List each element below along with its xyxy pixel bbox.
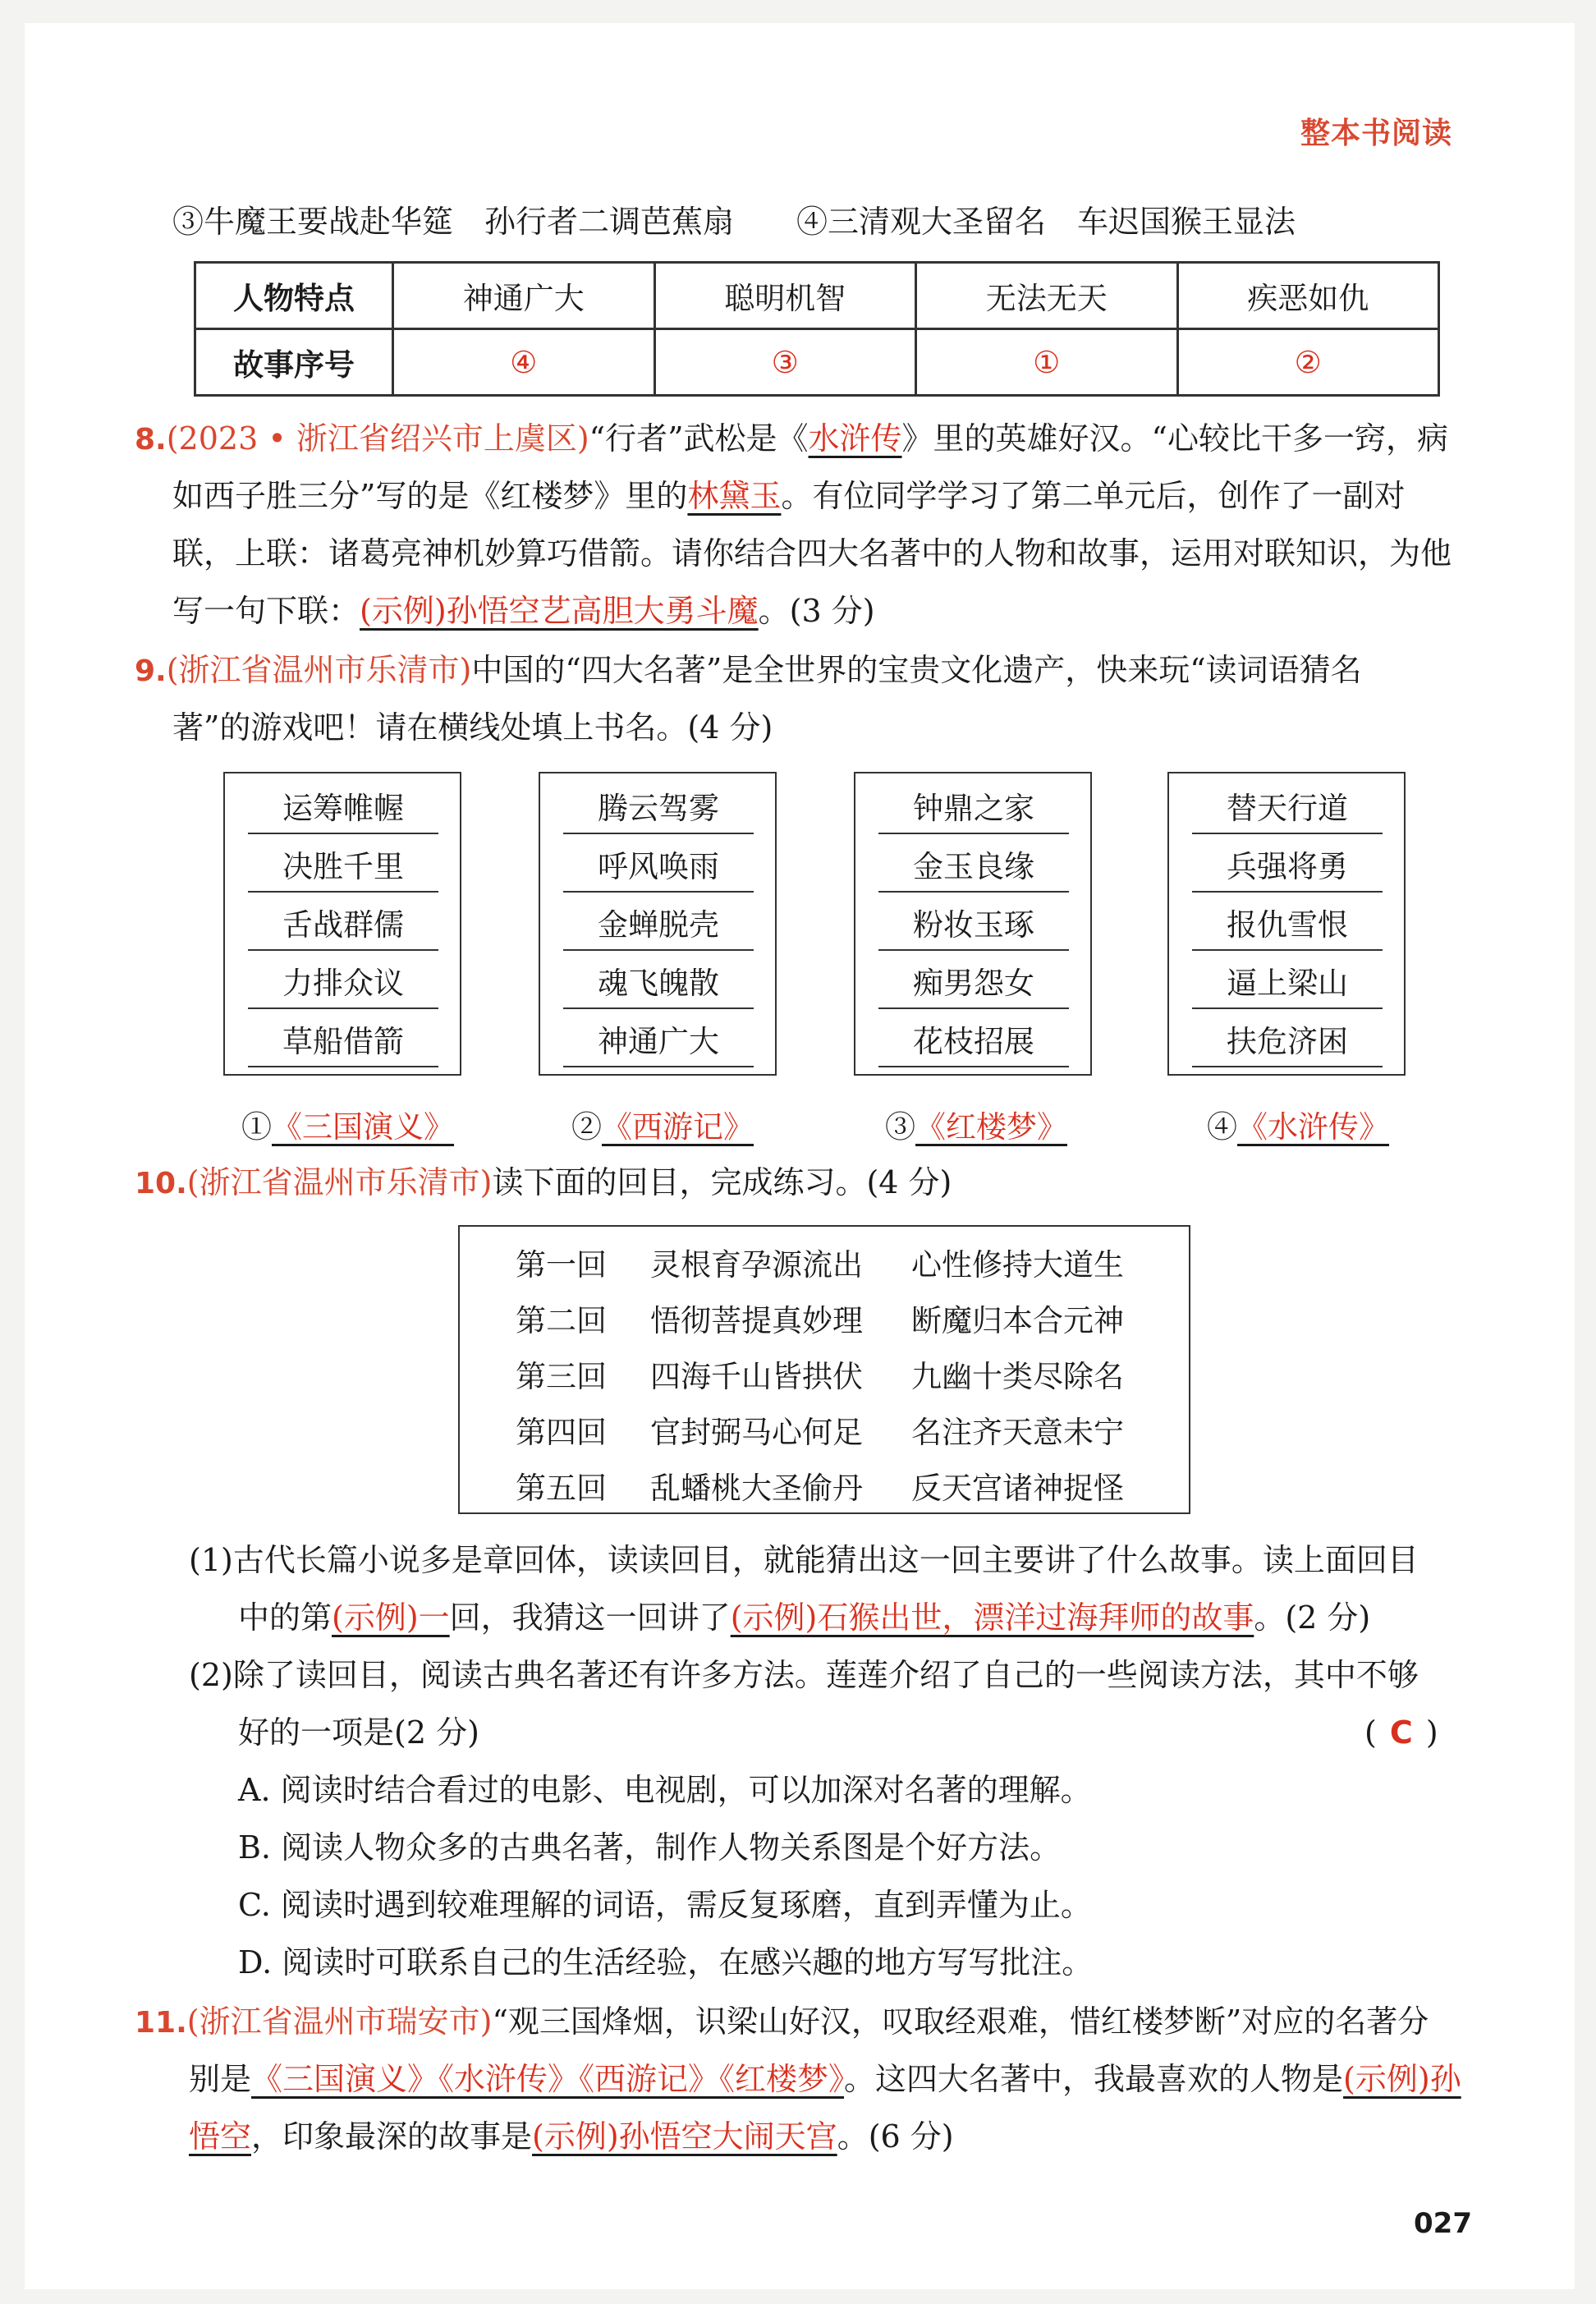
chapter-num: 第四回 bbox=[516, 1415, 607, 1450]
word-item: 呼风唤雨 bbox=[563, 843, 754, 893]
q8-line-4 bbox=[172, 591, 875, 631]
text: “行者”武松是《 bbox=[589, 420, 809, 457]
book-answer-2 bbox=[571, 1102, 754, 1146]
chapter-line-a: 灵根育孕源流出 bbox=[650, 1247, 863, 1283]
table-cell: 无法无天 bbox=[916, 263, 1178, 329]
word-item: 草船借箭 bbox=[248, 1018, 438, 1067]
text: 如西子胜三分”写的是《红楼梦》里的 bbox=[172, 478, 688, 514]
question-number: 10. bbox=[135, 1167, 187, 1200]
q10-part2-line-1: (2)除了读回目，阅读古典名著还有许多方法。莲莲介绍了自己的一些阅读方法，其中不够 bbox=[189, 1657, 1419, 1693]
word-item: 运筹帷幄 bbox=[248, 785, 438, 834]
book-answer-3 bbox=[885, 1102, 1067, 1146]
chapter-line-a: 官封弼马心何足 bbox=[650, 1415, 863, 1450]
word-item: 花枝招展 bbox=[878, 1018, 1069, 1067]
question-number: 8. bbox=[135, 423, 167, 457]
text: 。(6 分) bbox=[837, 2118, 954, 2155]
question-source: (浙江省温州市瑞安市) bbox=[186, 2003, 493, 2040]
answer-number: ② bbox=[571, 1109, 602, 1145]
q11-line-3 bbox=[189, 2117, 954, 2156]
table-header-traits: 人物特点 bbox=[195, 263, 393, 329]
option-a: A. 阅读时结合看过的电影、电视剧，可以加深对名著的理解。 bbox=[238, 1772, 1092, 1808]
word-box-1 bbox=[223, 772, 461, 1076]
answer-text: (示例)孙悟空大闹天宫 bbox=[532, 2118, 837, 2155]
word-item: 痴男怨女 bbox=[878, 960, 1069, 1009]
table-cell: 聪明机智 bbox=[654, 263, 916, 329]
q7-table bbox=[194, 261, 1440, 397]
chapter-row bbox=[516, 1352, 1124, 1396]
word-item: 决胜千里 bbox=[248, 843, 438, 893]
text: “观三国烽烟，识梁山好汉，叹取经艰难，惜红楼梦断”对应的名著分 bbox=[492, 2003, 1429, 2040]
chapter-num: 第二回 bbox=[516, 1303, 607, 1338]
q10-part1-line-1: (1)古代长篇小说多是章回体，读读回目，就能猜出这一回主要讲了什么故事。读上面回目 bbox=[189, 1542, 1419, 1578]
option-b: B. 阅读人物众多的古典名著，制作人物关系图是个好方法。 bbox=[238, 1829, 1062, 1866]
word-box-3 bbox=[854, 772, 1092, 1076]
table-cell: 神通广大 bbox=[393, 263, 655, 329]
table-row bbox=[195, 329, 1439, 396]
chapter-line-b: 断魔归本合元神 bbox=[911, 1303, 1124, 1338]
text: 回，我猜这一回讲了 bbox=[449, 1599, 731, 1636]
word-item: 金蝉脱壳 bbox=[563, 902, 754, 951]
word-item: 力排众议 bbox=[248, 960, 438, 1009]
chapter-line-b: 九幽十类尽除名 bbox=[911, 1359, 1124, 1394]
bracket-open: ( bbox=[1364, 1714, 1377, 1751]
word-item: 报仇雪恨 bbox=[1192, 902, 1383, 951]
chapter-line-b: 心性修持大道生 bbox=[911, 1247, 1124, 1283]
text: 。这四大名著中，我最喜欢的人物是 bbox=[844, 2061, 1344, 2097]
answer-text: 林黛玉 bbox=[687, 478, 782, 514]
answer-text: 水浒传 bbox=[808, 420, 902, 457]
answer-cell: ③ bbox=[654, 329, 916, 396]
answer-bracket bbox=[1364, 1713, 1438, 1752]
answer-text: 《水浒传》 bbox=[1237, 1109, 1389, 1145]
answer-number: ④ bbox=[1207, 1109, 1237, 1145]
answer-text: 《三国演义》《水浒传》《西游记》《红楼梦》 bbox=[251, 2061, 845, 2097]
q10-part1-line-2 bbox=[238, 1598, 1370, 1637]
text: 别是 bbox=[189, 2061, 252, 2097]
chapter-row bbox=[516, 1296, 1124, 1340]
word-item: 魂飞魄散 bbox=[563, 960, 754, 1009]
q8-line-3: 联，上联：诸葛亮神机妙算巧借箭。请你结合四大名著中的人物和故事，运用对联知识，为他 bbox=[172, 535, 1452, 571]
chapter-row bbox=[516, 1240, 1124, 1284]
answer-text: 悟空 bbox=[189, 2118, 252, 2155]
chapter-titles-box bbox=[458, 1225, 1190, 1514]
bracket-close: ) bbox=[1425, 1714, 1438, 1751]
text: 。(2 分) bbox=[1254, 1599, 1371, 1636]
text: 。(3 分) bbox=[758, 593, 875, 629]
chapter-line-a: 四海千山皆拱伏 bbox=[650, 1359, 863, 1394]
word-box-4 bbox=[1167, 772, 1406, 1076]
answer-cell: ④ bbox=[393, 329, 655, 396]
word-item: 粉妆玉琢 bbox=[878, 902, 1069, 951]
answer-cell: ① bbox=[916, 329, 1178, 396]
table-header-order: 故事序号 bbox=[195, 329, 393, 396]
word-item: 舌战群儒 bbox=[248, 902, 438, 951]
chapter-num: 第一回 bbox=[516, 1247, 607, 1283]
text: 读下面的回目，完成练习。(4 分) bbox=[492, 1164, 952, 1200]
word-item: 腾云驾雾 bbox=[563, 785, 754, 834]
q7-options-line: ③牛魔王要战赴华筵 孙行者二调芭蕉扇 ④三清观大圣留名 车迟国猴王显法 bbox=[172, 204, 1296, 240]
q8-line-2 bbox=[172, 476, 1405, 516]
question-number: 11. bbox=[135, 2006, 187, 2040]
word-item: 钟鼎之家 bbox=[878, 785, 1069, 834]
answer-number: ③ bbox=[885, 1109, 915, 1145]
page-number: 027 bbox=[1414, 2207, 1472, 2240]
text: 中的第 bbox=[238, 1599, 332, 1636]
q8-line-1 bbox=[135, 419, 1448, 460]
chapter-row bbox=[516, 1407, 1124, 1452]
answer-cell: ② bbox=[1177, 329, 1439, 396]
question-number: 9. bbox=[135, 654, 167, 688]
text: 写一句下联： bbox=[172, 593, 360, 629]
question-source: (浙江省温州市乐清市) bbox=[166, 652, 472, 688]
chapter-line-a: 悟彻菩提真妙理 bbox=[650, 1303, 863, 1338]
option-d: D. 阅读时可联系自己的生活经验，在感兴趣的地方写写批注。 bbox=[238, 1944, 1094, 1980]
chapter-line-a: 乱蟠桃大圣偷丹 bbox=[650, 1471, 863, 1506]
answer-text: (示例)一 bbox=[332, 1599, 450, 1636]
chapter-row bbox=[516, 1463, 1124, 1508]
word-item: 扶危济困 bbox=[1192, 1018, 1383, 1067]
chapter-line-b: 反天宫诸神捉怪 bbox=[911, 1471, 1124, 1506]
option-c: C. 阅读时遇到较难理解的词语，需反复琢磨，直到弄懂为止。 bbox=[238, 1887, 1092, 1923]
q11-line-1 bbox=[135, 2002, 1429, 2043]
text: ，印象最深的故事是 bbox=[251, 2118, 533, 2155]
section-title: 整本书阅读 bbox=[1300, 117, 1453, 150]
question-source: (浙江省温州市乐清市) bbox=[186, 1164, 493, 1200]
answer-text: 《三国演义》 bbox=[272, 1109, 454, 1145]
table-row bbox=[195, 263, 1439, 329]
answer-text: (示例)孙 bbox=[1343, 2061, 1461, 2097]
q9-line-2: 著”的游戏吧！请在横线处填上书名。(4 分) bbox=[172, 709, 773, 746]
answer-number: ① bbox=[241, 1109, 272, 1145]
word-item: 逼上梁山 bbox=[1192, 960, 1383, 1009]
q10-line-1 bbox=[135, 1163, 952, 1204]
word-item: 神通广大 bbox=[563, 1018, 754, 1067]
q9-line-1 bbox=[135, 650, 1362, 691]
q10-part2-line-2: 好的一项是(2 分) bbox=[238, 1714, 479, 1751]
book-answer-1 bbox=[241, 1102, 454, 1146]
table-cell: 疾恶如仇 bbox=[1177, 263, 1439, 329]
choice-answer: C bbox=[1389, 1714, 1413, 1751]
text: 。有位同学学习了第二单元后，创作了一副对 bbox=[781, 478, 1406, 514]
answer-text: 《西游记》 bbox=[602, 1109, 754, 1145]
answer-text: (示例)孙悟空艺高胆大勇斗魔 bbox=[360, 593, 759, 629]
answer-text: 《红楼梦》 bbox=[915, 1109, 1067, 1145]
answer-text: (示例)石猴出世，漂洋过海拜师的故事 bbox=[730, 1599, 1254, 1636]
question-source: (2023 • 浙江省绍兴市上虞区) bbox=[166, 420, 589, 457]
text: 》里的英雄好汉。“心较比干多一窍，病 bbox=[901, 420, 1448, 457]
word-item: 金玉良缘 bbox=[878, 843, 1069, 893]
q11-line-2 bbox=[189, 2059, 1461, 2099]
word-item: 替天行道 bbox=[1192, 785, 1383, 834]
text: 中国的“四大名著”是全世界的宝贵文化遗产，快来玩“读词语猜名 bbox=[471, 652, 1362, 688]
chapter-num: 第三回 bbox=[516, 1359, 607, 1394]
word-box-2 bbox=[539, 772, 777, 1076]
chapter-num: 第五回 bbox=[516, 1471, 607, 1506]
chapter-line-b: 名注齐天意未宁 bbox=[911, 1415, 1124, 1450]
word-item: 兵强将勇 bbox=[1192, 843, 1383, 893]
book-answer-4 bbox=[1207, 1102, 1389, 1146]
